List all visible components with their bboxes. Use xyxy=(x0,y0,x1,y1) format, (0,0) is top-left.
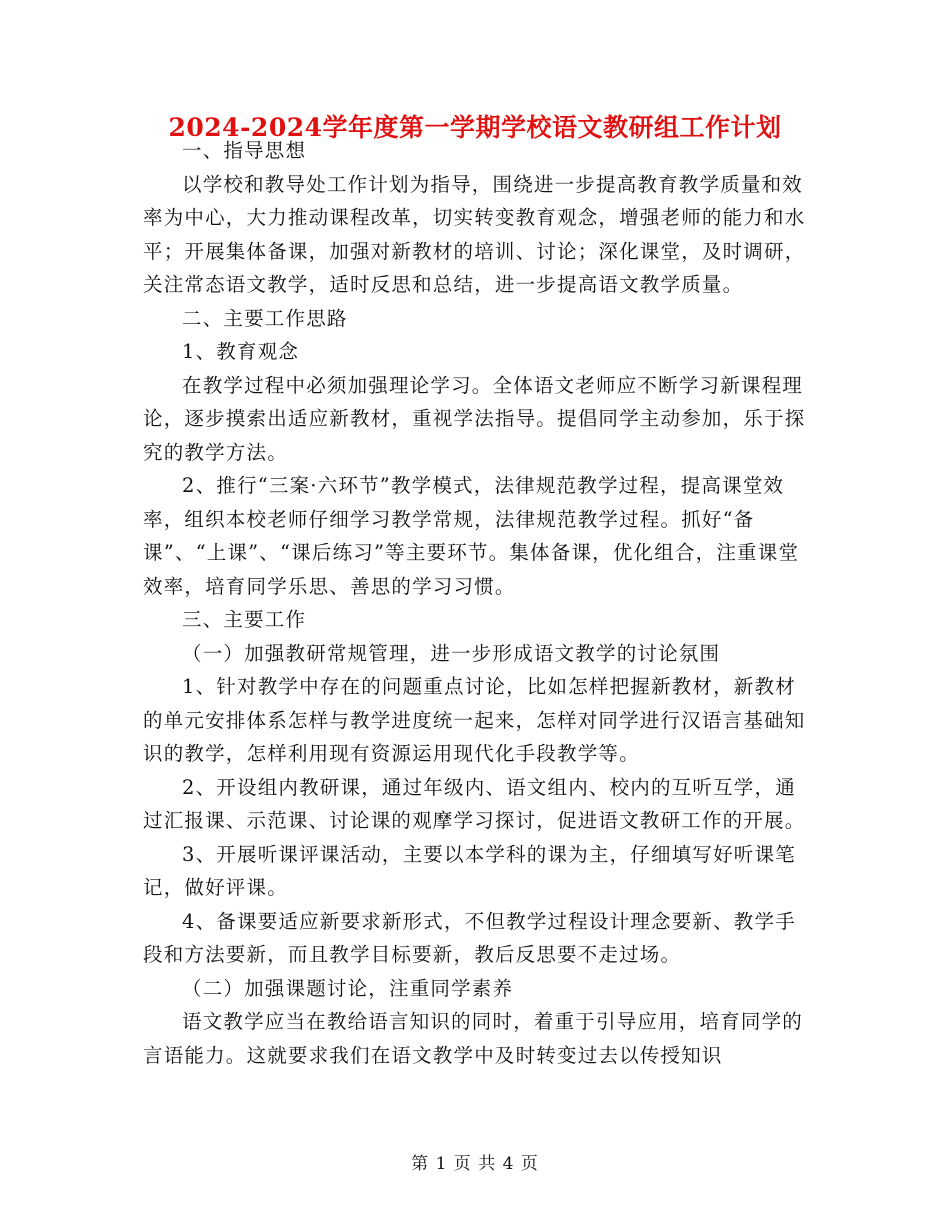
document-body xyxy=(143,134,808,1072)
page-footer: 第 1 页 共 4 页 xyxy=(411,1154,539,1174)
paragraph: 以学校和教导处工作计划为指导，围绕进一步提高教育教学质量和效率为中心，大力推动课程改革，切实转变教育观念，增强老师的能力和水平；开展集体备课，加强对新教材的培训、讨论；深化课堂，及时调研，关注常态语文教学，适时反思和总结，进一步提高语文教学质量。 xyxy=(143,172,806,296)
subheading-topic-discussion: （二）加强课题讨论，注重同学素养 xyxy=(182,976,514,1000)
paragraph: 2、推行“三案·六环节”教学模式，法律规范教学过程，提高课堂效率，组织本校老师仔细学习教学常规，法律规范教学过程。抓好“备课”、“上课”、“课后练习”等主要环节。集体备课，优化组合，注重课堂效率，培育同学乐思、善思的学习习惯。 xyxy=(143,474,800,598)
document-title: 2024-2024学年度第一学期学校语文教研组工作计划 xyxy=(168,113,782,142)
paragraph: 2、开设组内教研课，通过年级内、语文组内、校内的互听互学，通过汇报课、示范课、讨论课的观摩学习探讨，促进语文教研工作的开展。 xyxy=(143,775,806,832)
section-heading-main-ideas: 二、主要工作思路 xyxy=(182,306,348,330)
section-heading-guiding-ideology: 一、指导思想 xyxy=(182,139,307,162)
subheading-teaching-research: （一）加强教研常规管理，进一步形成语文教学的讨论氛围 xyxy=(182,641,721,665)
paragraph: 1、针对教学中存在的问题重点讨论，比如怎样把握新教材，新教材的单元安排体系怎样与教学进度统一起来，怎样对同学进行汉语言基础知识的教学，怎样利用现有资源运用现代化手段教学等。 xyxy=(143,675,806,765)
section-heading-main-work: 三、主要工作 xyxy=(182,608,307,631)
paragraph: 3、开展听课评课活动，主要以本学科的课为主，仔细填写好听课笔记，做好评课。 xyxy=(143,842,796,899)
paragraph: 在教学过程中必须加强理论学习。全体语文老师应不断学习新课程理论，逐步摸索出适应新教材，重视学法指导。提倡同学主动参加，乐于探究的教学方法。 xyxy=(143,373,806,464)
paragraph: 语文教学应当在教给语言知识的同时，着重于引导应用，培育同学的言语能力。这就要求我们在语文教学中及时转变过去以传授知识 xyxy=(143,1010,804,1067)
paragraph: 4、备课要适应新要求新形式，不但教学过程设计理念要新、教学手段和方法要新，而且教学目标要新，教后反思要不走过场。 xyxy=(143,909,796,966)
subheading-education-concept: 1、教育观念 xyxy=(182,340,300,363)
